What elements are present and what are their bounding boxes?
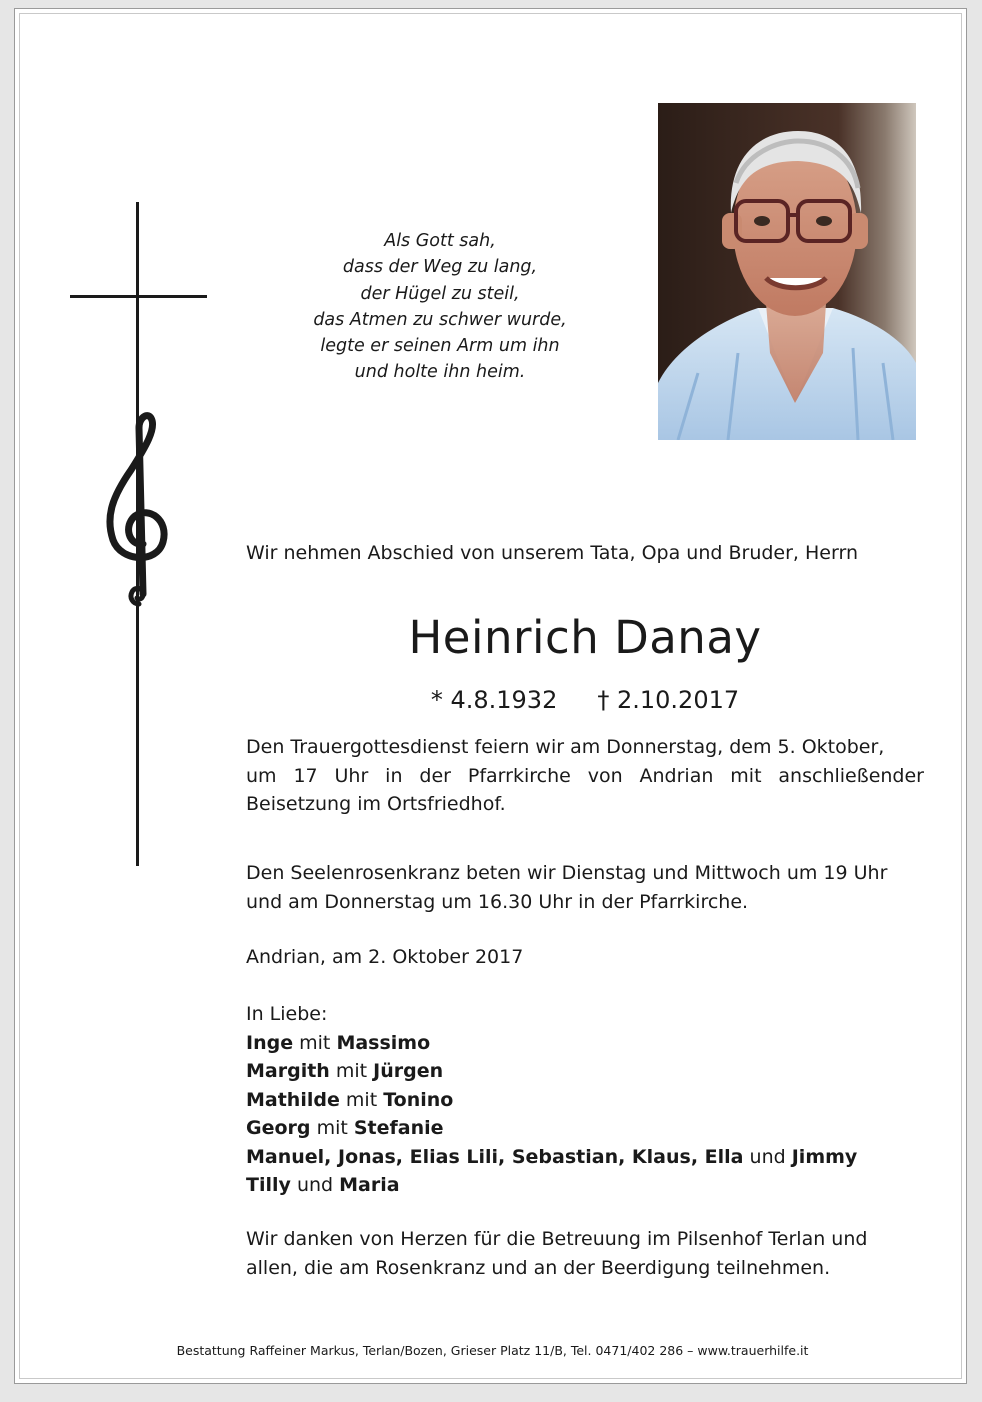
connector: und [296,1174,334,1196]
thanks-line: allen, die am Rosenkranz und an der Beerdigung teilnehmen. [246,1256,831,1279]
mourner-name: Margith [246,1060,330,1082]
thanks-line: Wir danken von Herzen für die Betreuung im Pilsenhof Terlan und [246,1228,868,1250]
rosary-paragraph [246,859,924,916]
connector: mit [316,1117,348,1139]
intro-line: Wir nehmen Abschied von unserem Tata, Opa und Bruder, Herrn [246,542,858,564]
verse-line: das Atmen zu schwer wurde, [313,309,567,330]
funeral-home-footer: Bestattung Raffeiner Markus, Terlan/Bozen, Grieser Platz 11/B, Tel. 0471/402 286 – www.trauerhilfe.it [176,1343,809,1358]
funeral-line: Den Trauergottesdienst feiern wir am Donnerstag, dem 5. Oktober, [246,736,885,758]
connector: mit [299,1031,331,1054]
in-love-label: In Liebe: [246,1003,328,1025]
life-dates [246,682,924,718]
connector: mit [335,1060,368,1082]
mourner-row [246,1114,924,1143]
mourner-name: Jürgen [373,1060,444,1082]
mourner-name: Tonino [383,1088,454,1111]
treble-clef-icon [99,408,179,608]
mourner-name: Jimmy [791,1145,858,1168]
rosary-line: Den Seelenrosenkranz beten wir Dienstag und Mittwoch um 19 Uhr [246,862,888,884]
thanks-paragraph [246,1225,924,1282]
mourner-row [246,1029,924,1058]
funeral-line: um 17 Uhr in der Pfarrkirche von Andrian mit anschließender [246,764,924,787]
place-date: Andrian, am 2. Oktober 2017 [246,946,524,968]
mourner-name: Manuel, Jonas, Elias Lili, Sebastian, Klaus, Ella [246,1145,744,1168]
funeral-paragraph [246,733,924,819]
mourner-row [246,1057,924,1086]
mourner-name: Tilly [246,1174,291,1196]
verse-line: dass der Weg zu lang, [342,257,538,278]
mourner-name: Massimo [336,1031,431,1054]
verse-line: der Hügel zu steil, [360,283,520,304]
mourner-name: Georg [246,1117,311,1139]
death-date: † 2.10.2017 [597,686,740,714]
rosary-line: und am Donnerstag um 16.30 Uhr in der Pfarrkirche. [246,890,749,913]
mourners-block [246,1000,924,1200]
funeral-line: Beisetzung im Ortsfriedhof. [246,793,506,815]
deceased-name: Heinrich Danay [408,611,762,664]
mourner-row [246,1086,924,1115]
mourner-row [246,1171,924,1200]
verse-line: Als Gott sah, [384,231,496,251]
verse-line: legte er seinen Arm um ihn [320,336,560,357]
mourner-name: Stefanie [353,1117,444,1139]
verse-line: und holte ihn heim. [354,362,526,383]
birth-date: * 4.8.1932 [430,686,558,714]
mourner-name: Inge [246,1031,294,1054]
cross-icon-horizontal-bar [70,295,207,298]
mourner-name: Maria [339,1174,400,1196]
connector: und [749,1145,786,1168]
portrait-photo [658,103,916,440]
connector: mit [345,1088,378,1111]
verse [290,228,590,386]
mourner-name: Mathilde [246,1088,340,1111]
mourner-row [246,1143,924,1172]
